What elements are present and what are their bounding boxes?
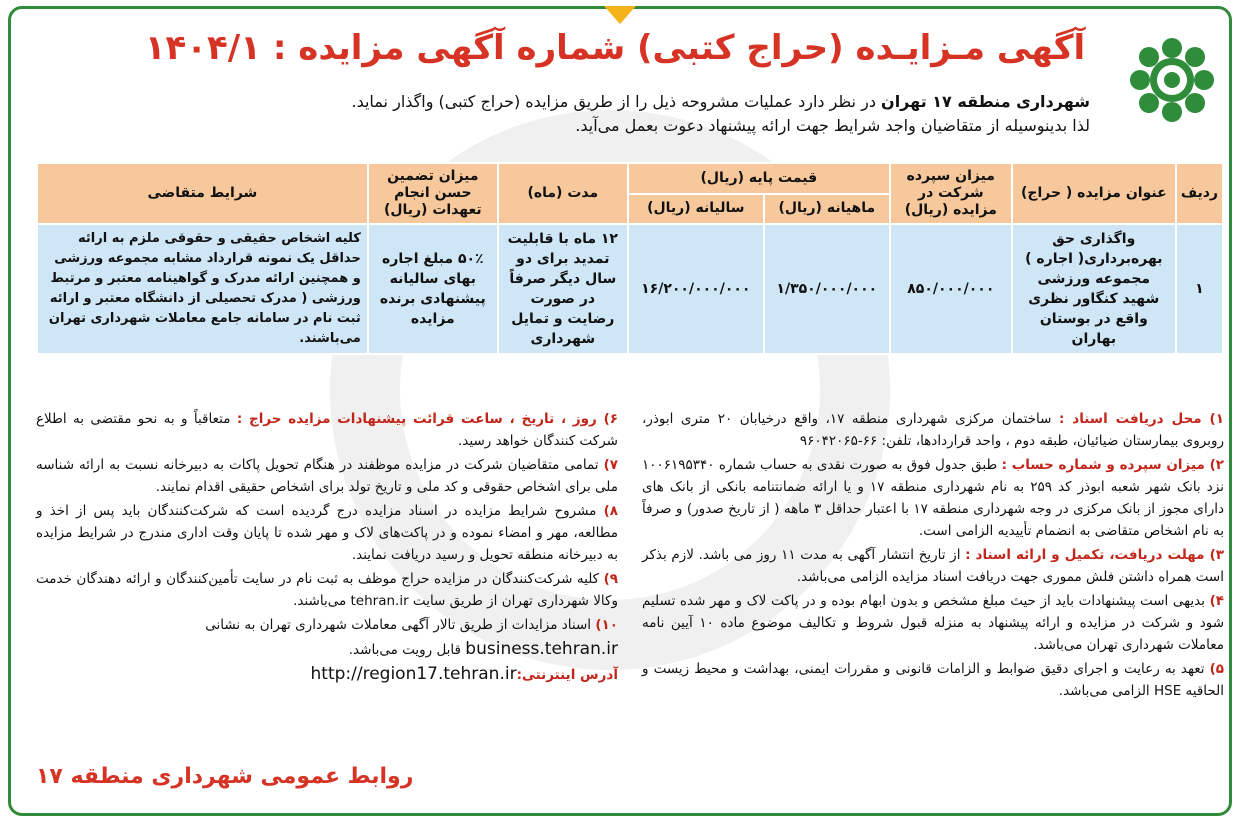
term-text: ساختمان مرکزی شهرداری منطقه ۱۷، واقع درخیابان ۲۰ متری ابوذر، روبروی بیمارستان ضیائیان، طبقه دوم ، واحد قراردادها، تلفن: ۶۶-۹۶۰۴۲۰۶۵ — [642, 411, 1224, 449]
term-item — [36, 408, 618, 452]
auction-table — [36, 162, 1224, 355]
cell-duration: ۱۲ ماه با قابلیت تمدید برای دو سال دیگر صرفاً در صورت رضایت و تمایل شهرداری — [498, 224, 628, 354]
th-title: عنوان مزایده ( حراج) — [1012, 163, 1176, 224]
page-title: آگهی مـزایـده (حراج کتبی) شماره آگهی مزایده : ۱۴۰۴/۱ — [144, 28, 1086, 68]
term-text: اسناد مزایدات از طریق تالار آگهی معاملات شهرداری تهران به نشانی — [205, 617, 596, 633]
term-text: طبق جدول فوق به صورت نقدی به حساب شماره ۱۰۰۶۱۹۵۳۴۰ نزد بانک شهر شعبه ابوذر کد ۲۵۹ به نام شهرداری منطقه ۱۷ و یا ارائه ضمانتنامه بانکی از بانک های دارای مجوز از بانک مرکزی در وجه شهرداری منطقه ۱۷ با اعتبار حداقل ۳ ماهه ( از تاریخ صدور) و صرفاً به نام اشخاص متقاضی به انضمام تأییدیه الزامی است. — [642, 457, 1224, 539]
cell-title: واگذاری حق بهره‌برداری( اجاره ) مجموعه ورزشی شهید کنگاور نظری واقع در بوستان بهاران — [1012, 224, 1176, 354]
th-annual: سالیانه (ریال) — [628, 194, 764, 225]
term-heading: ۹) — [603, 571, 618, 587]
term-item — [642, 408, 1224, 452]
term-heading: ۸) — [603, 503, 618, 519]
term-item — [642, 544, 1224, 588]
term-heading: ۱۰) — [595, 617, 618, 633]
cell-deposit: ۸۵۰/۰۰۰/۰۰۰ — [890, 224, 1012, 354]
cell-conditions: کلیه اشخاص حقیقی و حقوقی ملزم به ارائه حداقل یک نمونه قرارداد مشابه مجموعه ورزشی و همچنین ارائه مدرک و گواهینامه معتبر و مرتبط ورزشی ( مدرک تحصیلی از دانشگاه معتبر و ارائه ثبت نام در سامانه جامع معاملات شهرداری تهران می‌باشند. — [37, 224, 368, 354]
term-item — [642, 590, 1224, 656]
web-address-line — [36, 663, 618, 686]
term-heading: ۴) — [1209, 593, 1224, 609]
term-item — [36, 454, 618, 498]
business-suffix: قابل رویت می‌باشد. — [348, 642, 466, 658]
term-text: بدیهی است پیشنهادات باید از حیث مبلغ مشخص و بدون ابهام بوده و در پاکت لاک و مهر شده تسلیم شود و شرکت در مزایده و ارائه پیشنهاد به منزله قبول شروط و تکالیف موضوع ماده ۱۰ آیین نامه معاملات شهرداری تهران می‌باشد. — [642, 593, 1225, 653]
intro-line2: لذا بدینوسیله از متقاضیان واجد شرایط جهت ارائه پیشنهاد دعوت بعمل می‌آید. — [575, 116, 1090, 135]
term-item — [36, 500, 618, 566]
terms-left-column — [36, 408, 618, 806]
th-conditions: شرایط متقاضی — [37, 163, 368, 224]
term-text: از تاریخ انتشار آگهی به مدت ۱۱ روز می باشد. لازم بذکر است همراه داشتن فلش مموری جهت دریافت اسناد مزایده الزامی می‌باشد. — [642, 547, 1224, 585]
business-link-line — [36, 638, 618, 661]
term-item — [642, 658, 1224, 702]
table-row — [37, 224, 1223, 354]
th-deposit: میزان سپرده شرکت در مزایده (ریال) — [890, 163, 1012, 224]
intro-org: شهرداری منطقه ۱۷ تهران — [881, 92, 1090, 111]
term-heading: ۶) روز ، تاریخ ، ساعت قرائت پیشنهادات مزایده حراج : — [236, 411, 619, 427]
term-text: متعاقباً و به نحو مقتضی به اطلاع شرکت کنندگان خواهد رسید. — [36, 411, 618, 449]
top-notch-marker — [604, 6, 636, 24]
signature: روابط عمومی شهرداری منطقه ۱۷ — [36, 764, 414, 789]
intro-line1: در نظر دارد عملیات مشروحه ذیل را از طریق مزایده (حراج کتبی) واگذار نماید. — [351, 92, 882, 111]
th-base-price: قیمت پایه (ریال) — [628, 163, 890, 194]
cell-row: ۱ — [1176, 224, 1223, 354]
intro-text — [90, 90, 1090, 138]
term-heading: ۲) میزان سپرده و شماره حساب : — [1001, 457, 1224, 473]
th-duration: مدت (ماه) — [498, 163, 628, 224]
cell-annual: ۱۶/۲۰۰/۰۰۰/۰۰۰ — [628, 224, 764, 354]
business-url-link[interactable]: business.tehran.ir — [465, 639, 618, 659]
term-heading: ۵) — [1209, 661, 1224, 677]
th-row: ردیف — [1176, 163, 1223, 224]
web-address-label: آدرس اینترنتی: — [516, 667, 618, 683]
web-address-link[interactable]: http://region17.tehran.ir — [310, 664, 517, 684]
cell-guarantee: ۵۰٪ مبلغ اجاره بهای سالیانه پیشنهادی برنده مزایده — [368, 224, 498, 354]
term-heading: ۱) محل دریافت اسناد : — [1058, 411, 1224, 427]
term-item — [642, 454, 1224, 542]
terms-right-column — [642, 408, 1224, 806]
term-text: تمامی متقاضیان شرکت در مزایده موظفند در هنگام تحویل پاکات به دبیرخانه نسبت به ارائه شناسه ملی برای اشخاص حقوقی و کد ملی و تاریخ تولد برای اشخاص حقیقی اقدام نمایند. — [36, 457, 618, 495]
tehran-municipality-logo-icon — [1126, 34, 1218, 126]
term-heading: ۷) — [603, 457, 618, 473]
term-item — [36, 614, 618, 636]
term-heading: ۳) مهلت دریافت، تکمیل و ارائه اسناد : — [965, 547, 1224, 563]
term-text: تعهد به رعایت و اجرای دقیق ضوابط و الزامات قانونی و مقررات ایمنی، بهداشت و محیط زیست و الحاقیه HSE الزامی می‌باشد. — [642, 661, 1224, 699]
th-monthly: ماهیانه (ریال) — [764, 194, 890, 225]
th-guarantee: میزان تضمین حسن انجام تعهدات (ریال) — [368, 163, 498, 224]
term-text: کلیه شرکت‌کنندگان در مزایده حراج موظف به ثبت نام در سایت تأمین‌کنندگان و ارائه دهندگان خدمت وکالا شهرداری تهران از طریق سایت tehran.ir می‌باشند. — [36, 571, 618, 609]
term-text: مشروح شرایط مزایده در اسناد مزایده درج گردیده است که شرکت‌کنندگان باید پس از اخذ و مطالعه، مهر و امضاء نموده و در پاکت‌های لاک و مهر شده تا پایان وقت اداری مندرج در شرایط مزایده به دبیرخانه منطقه تحویل و رسید دریافت نمایند. — [36, 503, 618, 563]
cell-monthly: ۱/۳۵۰/۰۰۰/۰۰۰ — [764, 224, 890, 354]
terms-columns — [36, 408, 1224, 806]
term-item — [36, 568, 618, 612]
